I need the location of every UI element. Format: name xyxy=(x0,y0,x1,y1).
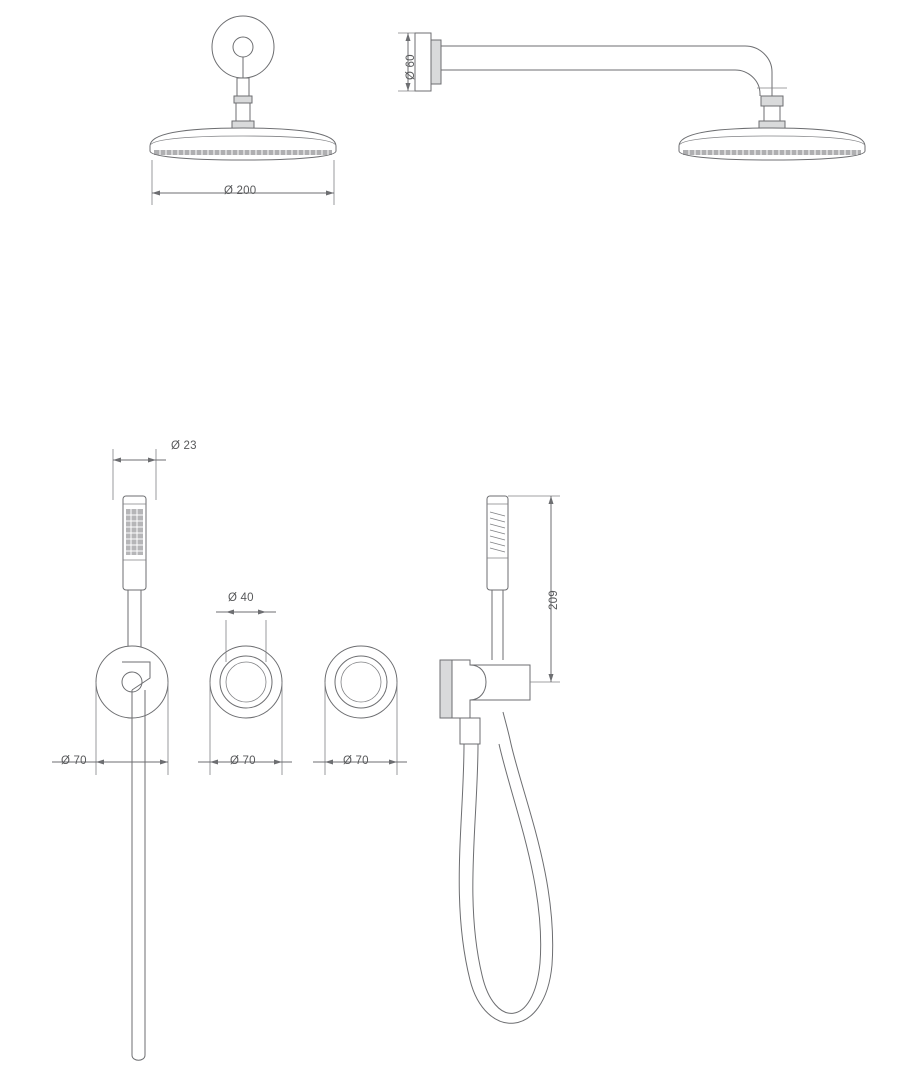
dimension-label-valve-a-handle-diameter: Ø 40 xyxy=(228,592,254,604)
view-handset-side xyxy=(440,496,560,1023)
dimension-label-head-diameter: Ø 200 xyxy=(224,185,257,197)
dimension-label-handset-height: 209 xyxy=(548,590,560,610)
dimension-label-valve-b-plate-diameter: Ø 70 xyxy=(343,755,369,767)
dimension-label-outlet-plate-diameter: Ø 70 xyxy=(61,755,87,767)
view-valve-a xyxy=(198,610,292,776)
dimension-label-valve-a-plate-diameter: Ø 70 xyxy=(230,755,256,767)
view-head-side xyxy=(398,33,865,160)
dimension-label-wall-flange-diameter: Ø 60 xyxy=(405,54,417,80)
view-head-front xyxy=(150,16,336,205)
dimension-label-handset-diameter: Ø 23 xyxy=(171,440,197,452)
